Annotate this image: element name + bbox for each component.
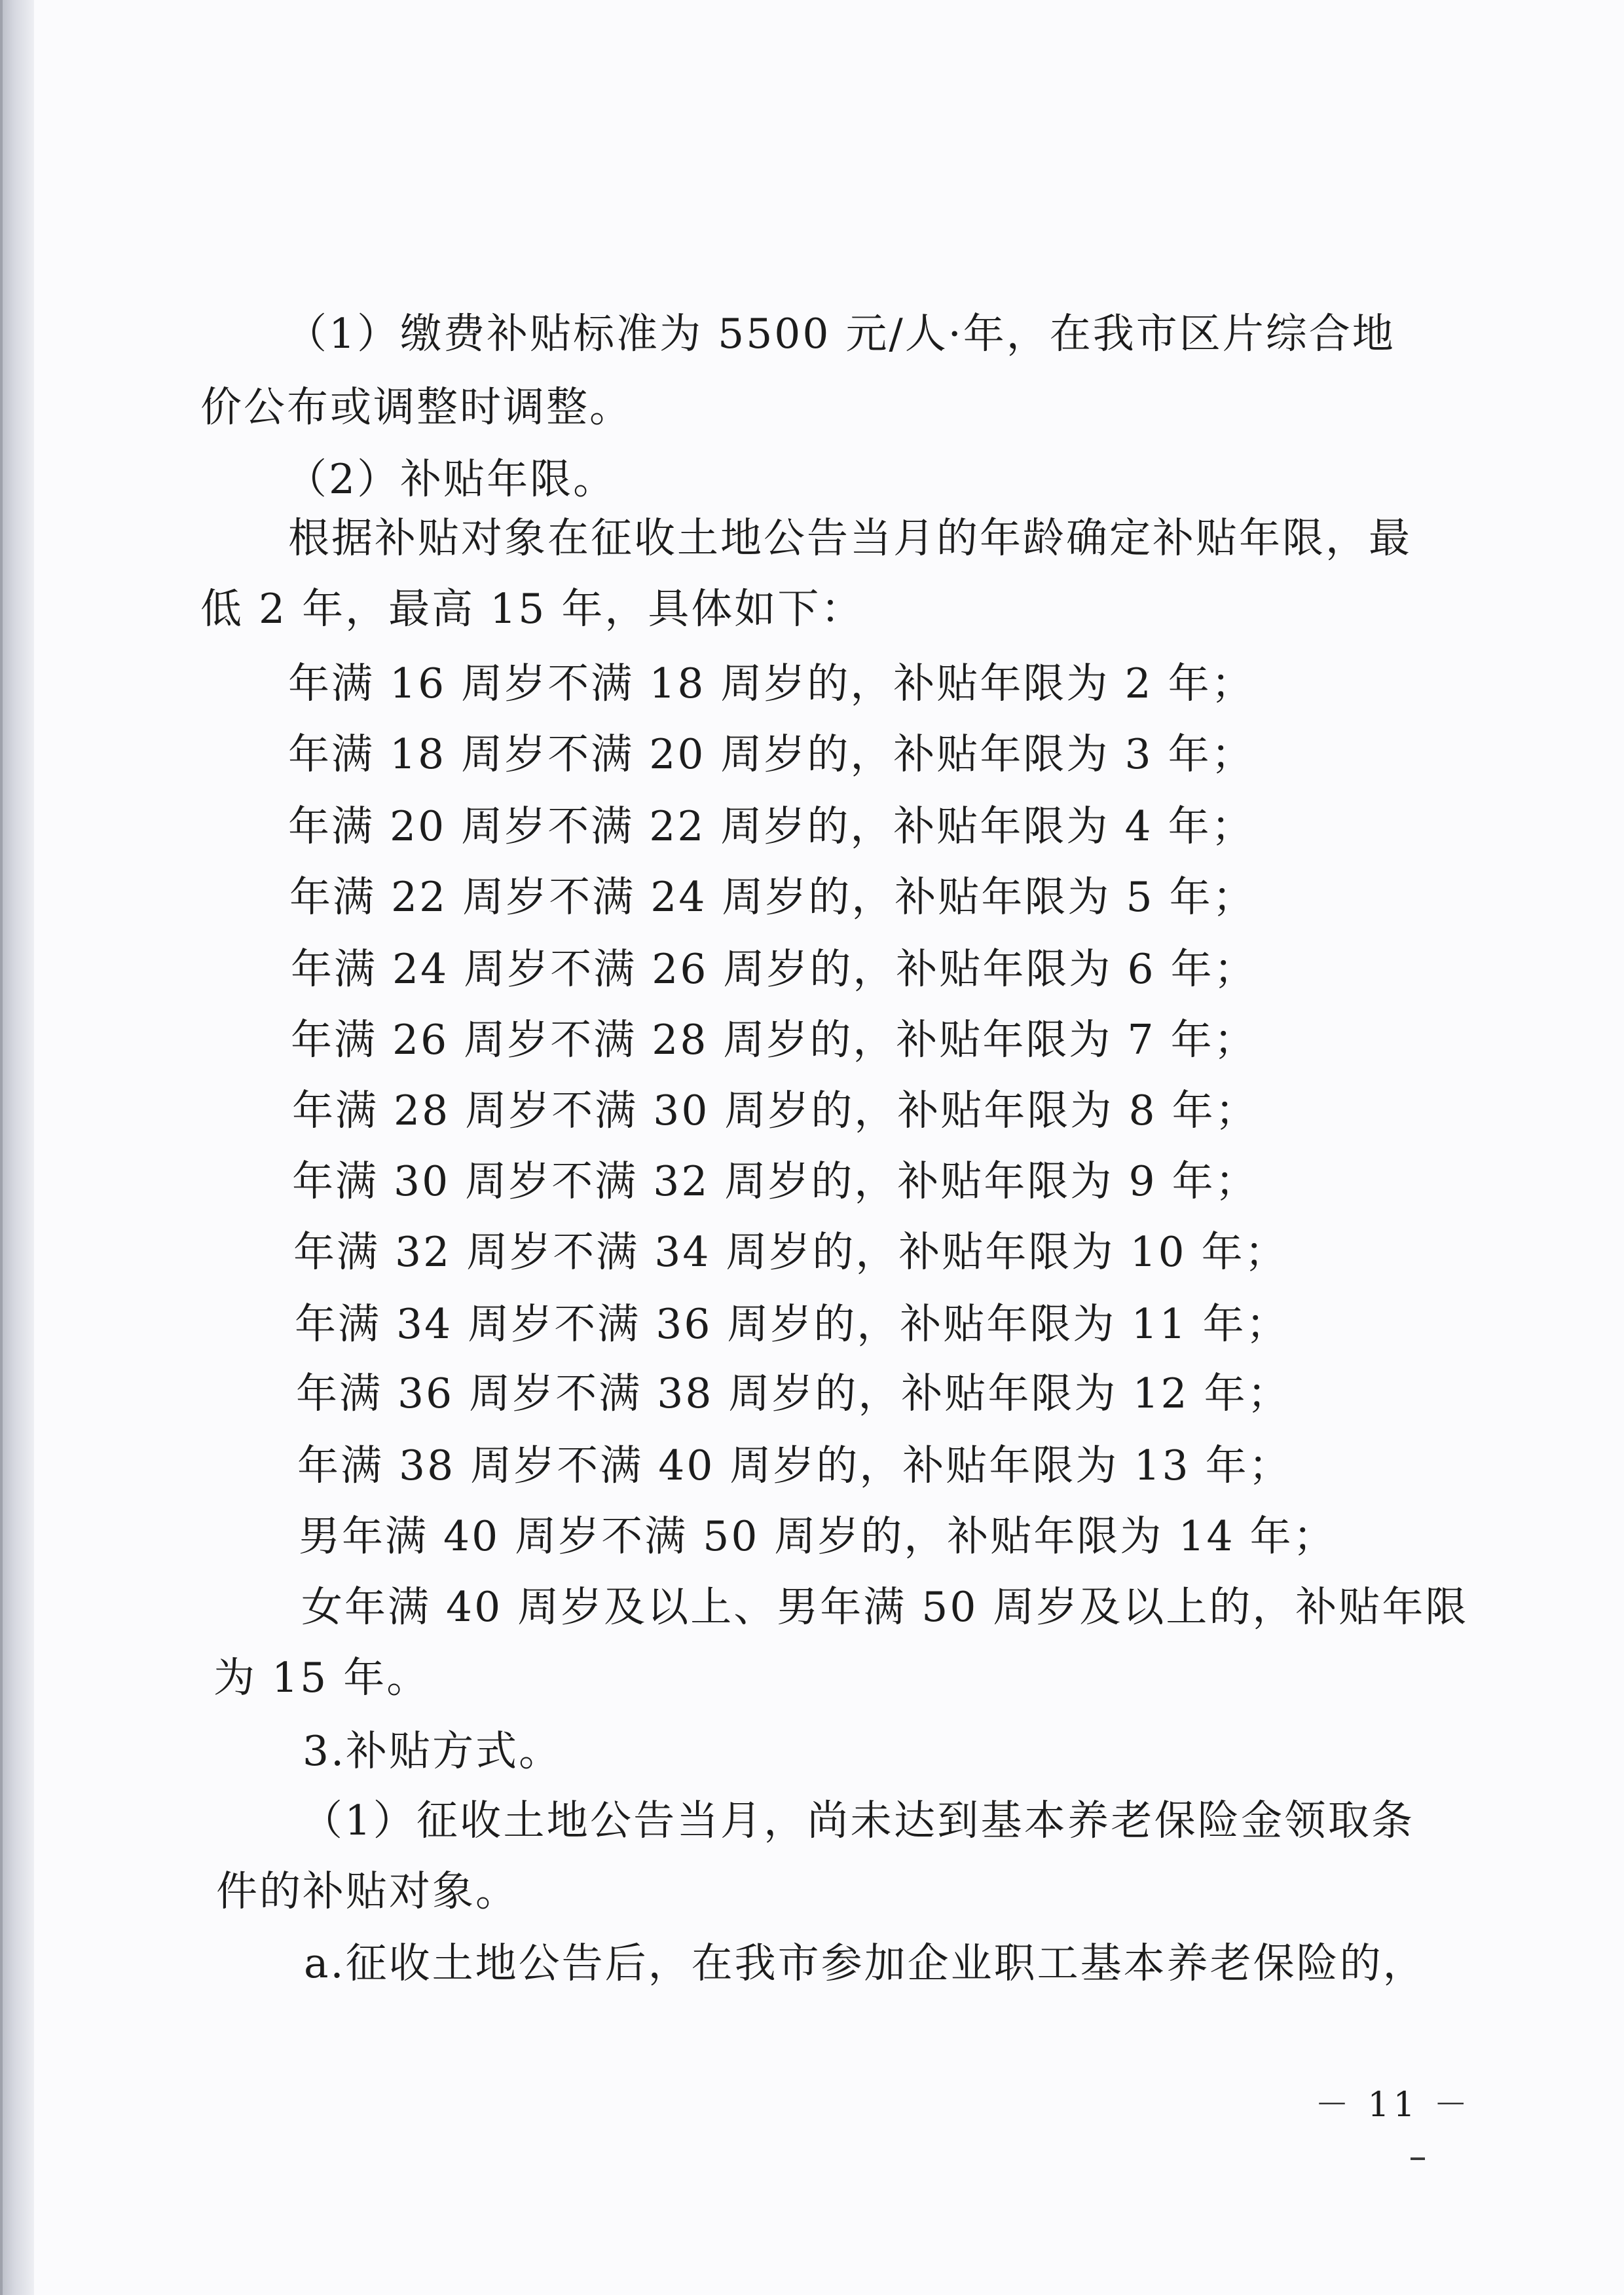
text-line: 为 15 年。 — [213, 1654, 430, 1702]
scan-edge — [0, 0, 3, 2295]
text-line: 年满 36 周岁不满 38 周岁的，补贴年限为 12 年； — [296, 1370, 1291, 1417]
text-line: 根据补贴对象在征收土地公告当月的年龄确定补贴年限，最 — [288, 514, 1412, 562]
text-line: （2）补贴年限。 — [286, 455, 617, 503]
text-line: 年满 38 周岁不满 40 周岁的，补贴年限为 13 年； — [297, 1442, 1292, 1489]
text-line: 年满 20 周岁不满 22 周岁的，补贴年限为 4 年； — [288, 802, 1255, 850]
text-line: 年满 16 周岁不满 18 周岁的，补贴年限为 2 年； — [288, 660, 1255, 707]
text-line: 男年满 40 周岁不满 50 周岁的，补贴年限为 14 年； — [299, 1512, 1337, 1560]
text-line: a.征收土地公告后，在我市参加企业职工基本养老保险的， — [304, 1939, 1426, 1987]
page-tick — [1411, 2157, 1425, 2160]
text-line: 低 2 年，最高 15 年，具体如下： — [200, 585, 864, 633]
scan-shadow — [0, 0, 34, 2295]
text-line: 件的补贴对象。 — [216, 1867, 519, 1915]
text-line: 年满 26 周岁不满 28 周岁的，补贴年限为 7 年； — [291, 1016, 1257, 1064]
text-line: 年满 30 周岁不满 32 周岁的，补贴年限为 9 年； — [292, 1157, 1259, 1205]
text-line: 年满 24 周岁不满 26 周岁的，补贴年限为 6 年； — [291, 945, 1257, 993]
text-line: （1）征收土地公告当月，尚未达到基本养老保险金领取条 — [301, 1797, 1414, 1844]
text-line: 年满 22 周岁不满 24 周岁的，补贴年限为 5 年； — [289, 873, 1256, 921]
page-number: － 11 － — [1315, 2085, 1472, 2125]
text-line: （1）缴费补贴标准为 5500 元/人·年，在我市区片综合地 — [286, 310, 1395, 358]
text-line: 价公布或调整时调整。 — [200, 383, 633, 431]
text-line: 3.补贴方式。 — [303, 1727, 563, 1775]
text-line: 年满 32 周岁不满 34 周岁的，补贴年限为 10 年； — [293, 1228, 1288, 1276]
text-line: 女年满 40 周岁及以上、男年满 50 周岁及以上的，补贴年限 — [301, 1583, 1469, 1631]
text-line: 年满 28 周岁不满 30 周岁的，补贴年限为 8 年； — [292, 1087, 1259, 1134]
text-line: 年满 18 周岁不满 20 周岁的，补贴年限为 3 年； — [288, 730, 1255, 778]
text-line: 年满 34 周岁不满 36 周岁的，补贴年限为 11 年； — [295, 1300, 1289, 1348]
